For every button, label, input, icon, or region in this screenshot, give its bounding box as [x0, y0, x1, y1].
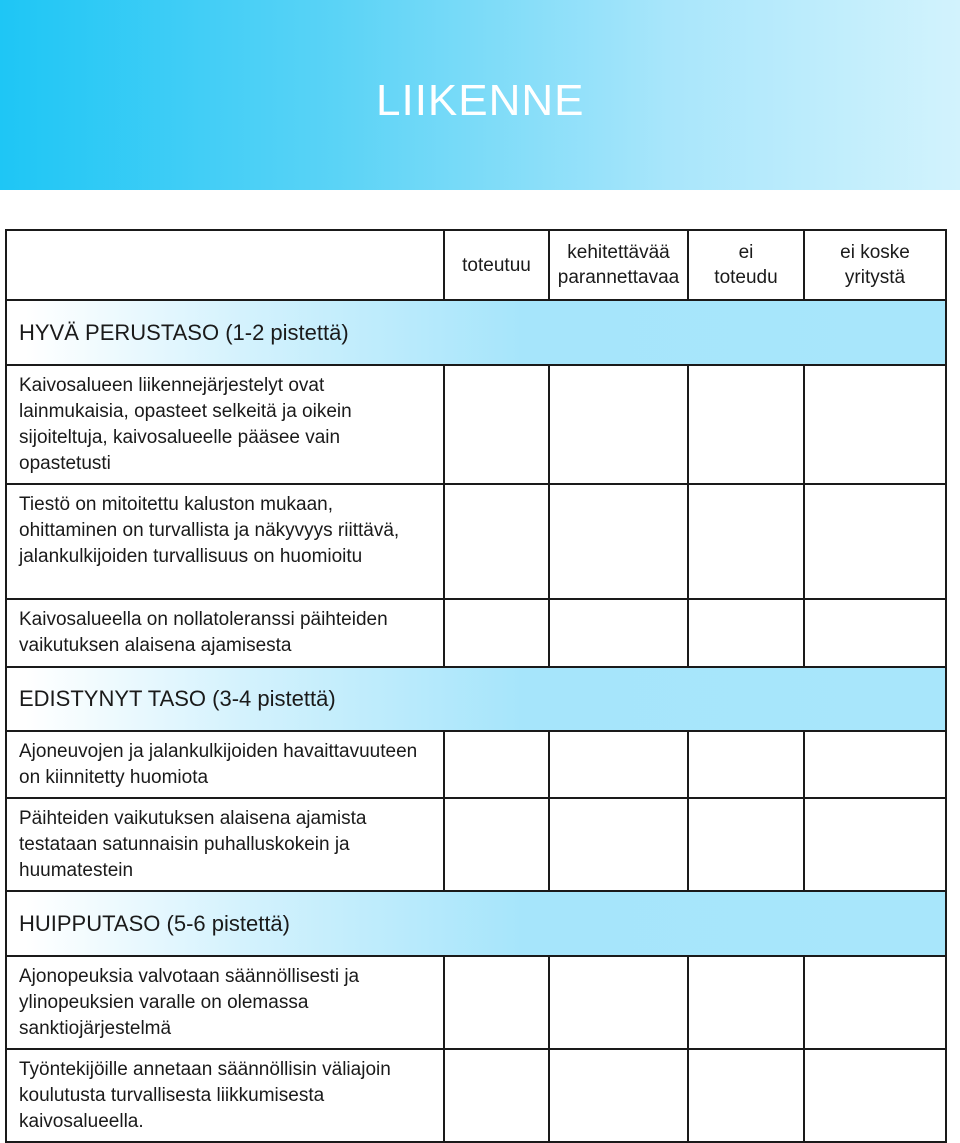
check-cell-toteutuu[interactable] [444, 956, 549, 1049]
check-cell-ei-koske[interactable] [804, 1049, 946, 1142]
section-heading: EDISTYNYT TASO (3-4 pistettä) [6, 667, 946, 731]
criterion-text: Kaivosalueen liikennejärjestelyt ovat lainmukaisia, opasteet selkeitä ja oikein sijoiteltuja, kaivosalueelle pääsee vain opastetusti [6, 365, 444, 484]
check-cell-ei-koske[interactable] [804, 365, 946, 484]
check-cell-toteutuu[interactable] [444, 365, 549, 484]
page-title: LIIKENNE [376, 76, 585, 125]
section-row-huipputaso [6, 891, 946, 956]
check-cell-toteutuu[interactable] [444, 1049, 549, 1142]
section-row-hyva-perustaso [6, 300, 946, 365]
check-cell-toteutuu[interactable] [444, 484, 549, 599]
check-cell-toteutuu[interactable] [444, 731, 549, 798]
check-cell-toteutuu[interactable] [444, 798, 549, 891]
check-cell-ei-toteudu[interactable] [688, 365, 804, 484]
check-cell-ei-toteudu[interactable] [688, 798, 804, 891]
check-cell-kehitettavaa[interactable] [549, 798, 688, 891]
checklist-row [6, 365, 946, 484]
check-cell-ei-koske[interactable] [804, 956, 946, 1049]
check-cell-ei-koske[interactable] [804, 798, 946, 891]
criterion-text: Työntekijöille annetaan säännöllisin väliajoin koulutusta turvallisesta liikkumisesta kaivosalueella. [6, 1049, 444, 1142]
column-header-ei-toteudu: ei toteudu [688, 230, 804, 300]
check-cell-ei-toteudu[interactable] [688, 731, 804, 798]
column-header-toteutuu: toteutuu [444, 230, 549, 300]
column-header-row [6, 230, 946, 300]
criterion-text: Tiestö on mitoitettu kaluston mukaan, ohittaminen on turvallista ja näkyvyys riittävä, jalankulkijoiden turvallisuus on huomioitu [6, 484, 444, 599]
header-blank-cell [6, 230, 444, 300]
checklist-row [6, 798, 946, 891]
check-cell-kehitettavaa[interactable] [549, 956, 688, 1049]
check-cell-ei-toteudu[interactable] [688, 484, 804, 599]
checklist-row [6, 731, 946, 798]
check-cell-toteutuu[interactable] [444, 599, 549, 667]
check-cell-ei-toteudu[interactable] [688, 599, 804, 667]
check-cell-kehitettavaa[interactable] [549, 484, 688, 599]
column-header-kehitettavaa: kehitettävää parannettavaa [549, 230, 688, 300]
check-cell-ei-koske[interactable] [804, 484, 946, 599]
column-header-ei-koske: ei koske yritystä [804, 230, 946, 300]
checklist-row [6, 599, 946, 667]
check-cell-ei-toteudu[interactable] [688, 1049, 804, 1142]
check-cell-kehitettavaa[interactable] [549, 599, 688, 667]
check-cell-kehitettavaa[interactable] [549, 365, 688, 484]
section-heading: HUIPPUTASO (5-6 pistettä) [6, 891, 946, 956]
checklist-row [6, 484, 946, 599]
section-row-edistynyt-taso [6, 667, 946, 731]
check-cell-ei-koske[interactable] [804, 599, 946, 667]
criterion-text: Kaivosalueella on nollatoleranssi päihteiden vaikutuksen alaisena ajamisesta [6, 599, 444, 667]
criterion-text: Päihteiden vaikutuksen alaisena ajamista testataan satunnaisin puhalluskokein ja huumatestein [6, 798, 444, 891]
section-heading: HYVÄ PERUSTASO (1-2 pistettä) [6, 300, 946, 365]
criterion-text: Ajonopeuksia valvotaan säännöllisesti ja ylinopeuksien varalle on olemassa sanktiojärjestelmä [6, 956, 444, 1049]
title-banner [0, 0, 960, 190]
check-cell-kehitettavaa[interactable] [549, 731, 688, 798]
check-cell-kehitettavaa[interactable] [549, 1049, 688, 1142]
checklist-row [6, 956, 946, 1049]
checklist-table [5, 229, 947, 1143]
checklist-table-wrap [5, 229, 945, 1143]
check-cell-ei-toteudu[interactable] [688, 956, 804, 1049]
check-cell-ei-koske[interactable] [804, 731, 946, 798]
checklist-row [6, 1049, 946, 1142]
criterion-text: Ajoneuvojen ja jalankulkijoiden havaittavuuteen on kiinnitetty huomiota [6, 731, 444, 798]
